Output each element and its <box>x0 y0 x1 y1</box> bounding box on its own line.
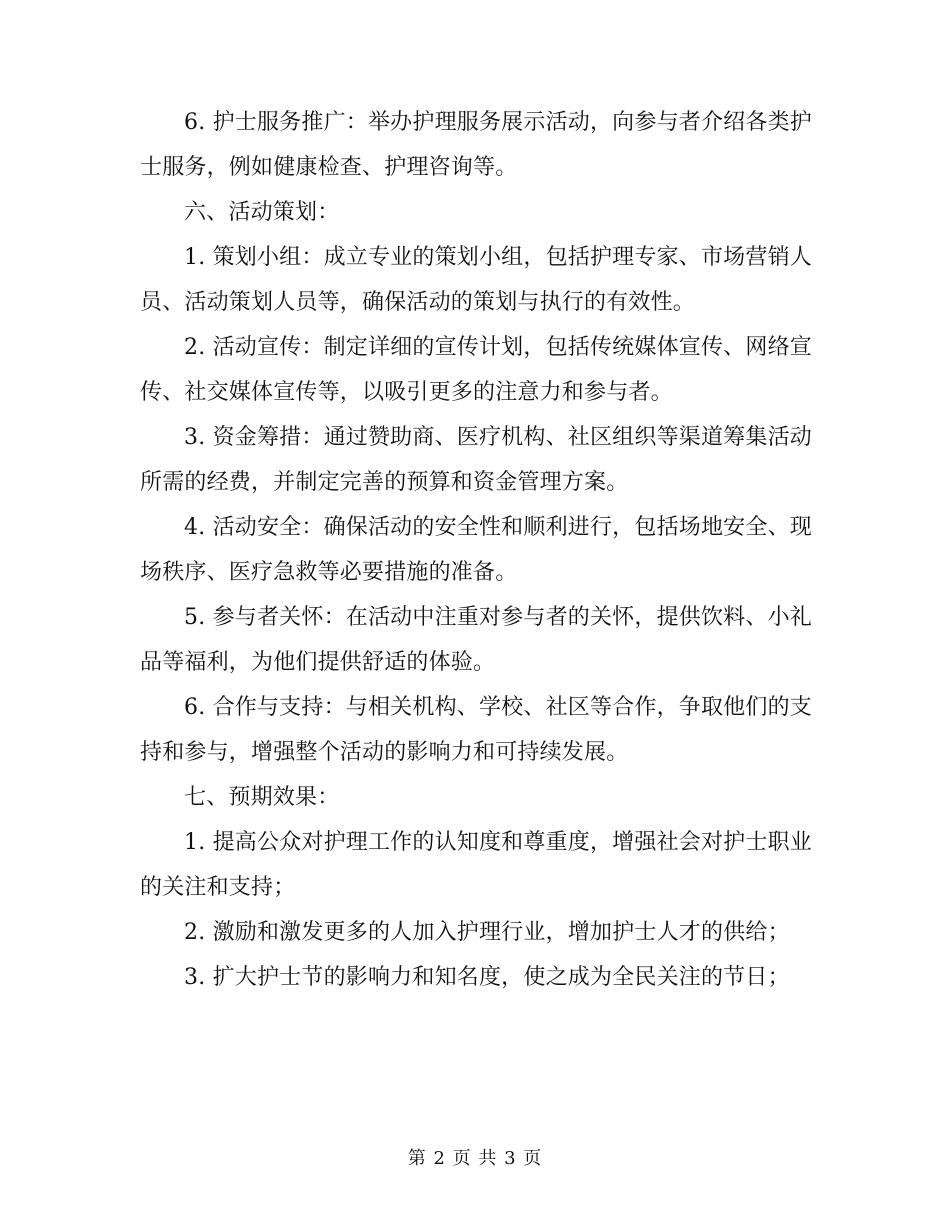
paragraph-expected-effect-3: 3. 扩大护士节的影响力和知名度，使之成为全民关注的节日； <box>184 965 790 990</box>
paragraph-cooperation-support: 6. 合作与支持：与相关机构、学校、社区等合作，争取他们的支持和参与，增强整个活动的影响力和可持续发展。 <box>140 695 812 765</box>
paragraph-expected-effect-2: 2. 激励和激发更多的人加入护理行业，增加护士人才的供给； <box>184 920 790 945</box>
section-heading-activity-planning: 六、活动策划： <box>184 200 340 225</box>
document-body <box>140 100 812 1000</box>
paragraph-expected-effect-1: 1. 提高公众对护理工作的认知度和尊重度，增强社会对护士职业的关注和支持； <box>140 830 812 900</box>
paragraph-nurse-service-promotion: 6. 护士服务推广：举办护理服务展示活动，向参与者介绍各类护士服务，例如健康检查、护理咨询等。 <box>140 110 812 180</box>
paragraph-activity-safety: 4. 活动安全：确保活动的安全性和顺利进行，包括场地安全、现场秩序、医疗急救等必要措施的准备。 <box>140 515 812 585</box>
paragraph-planning-team: 1. 策划小组：成立专业的策划小组，包括护理专家、市场营销人员、活动策划人员等，确保活动的策划与执行的有效性。 <box>140 245 812 315</box>
page-number-footer: 第 2 页 共 3 页 <box>407 1148 543 1169</box>
paragraph-activity-publicity: 2. 活动宣传：制定详细的宣传计划，包括传统媒体宣传、网络宣传、社交媒体宣传等，以吸引更多的注意力和参与者。 <box>140 335 812 405</box>
paragraph-fundraising: 3. 资金筹措：通过赞助商、医疗机构、社区组织等渠道筹集活动所需的经费，并制定完善的预算和资金管理方案。 <box>140 425 812 495</box>
section-heading-expected-effects: 七、预期效果： <box>184 785 340 810</box>
paragraph-participant-care: 5. 参与者关怀：在活动中注重对参与者的关怀，提供饮料、小礼品等福利，为他们提供舒适的体验。 <box>140 605 812 675</box>
